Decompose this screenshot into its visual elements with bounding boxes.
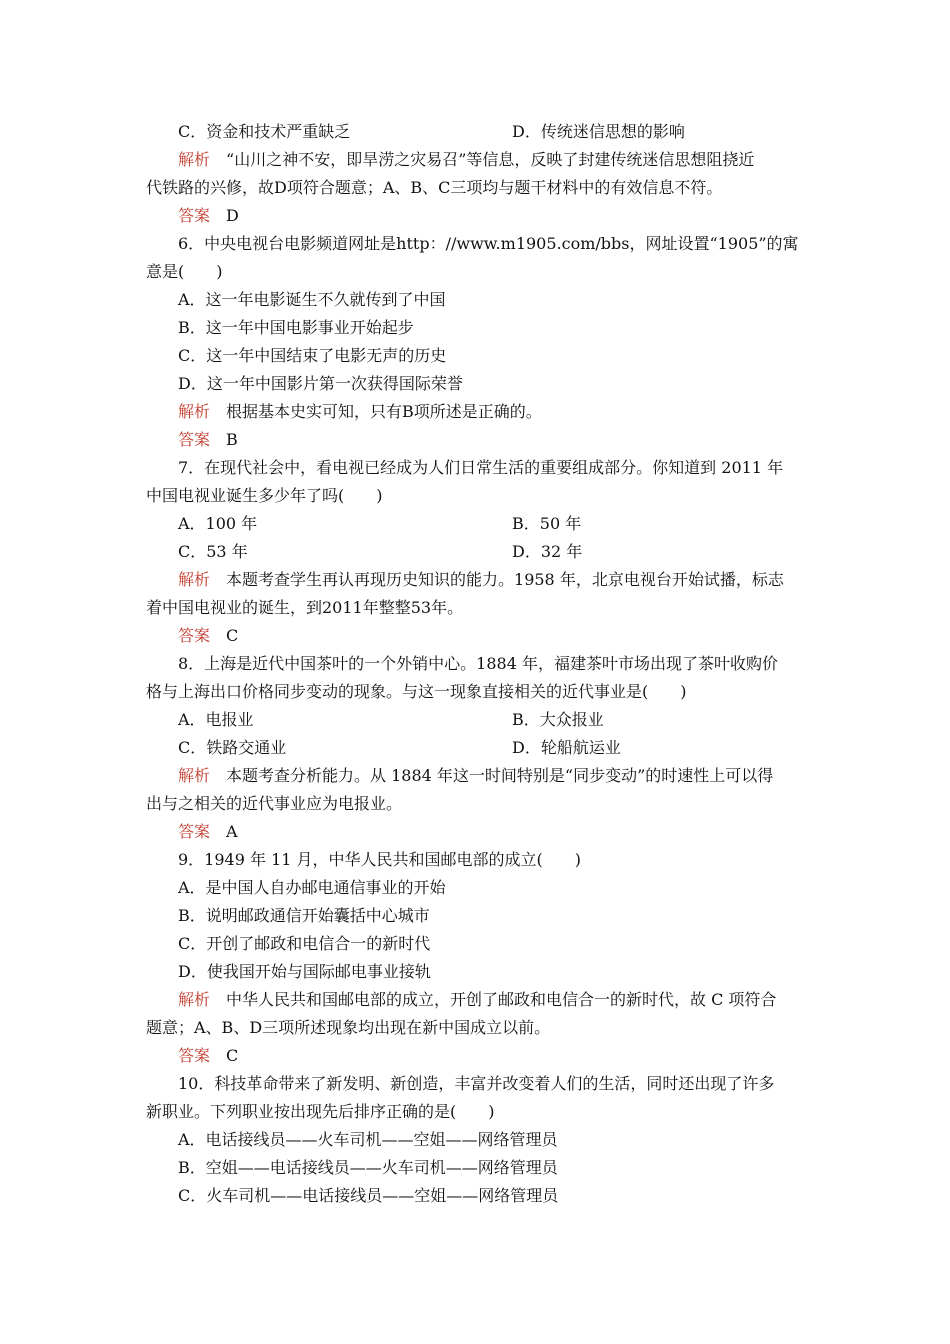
answer-label: 答案 <box>178 430 211 449</box>
answer-label: 答案 <box>178 626 211 645</box>
q6-analysis <box>178 401 804 423</box>
analysis-label: 解析 <box>178 570 211 589</box>
q6-answer <box>178 429 804 451</box>
q9-answer-value: C <box>226 1046 239 1065</box>
q8-stem-line-2: 格与上海出口价格同步变动的现象。与这一现象直接相关的近代事业是( ) <box>146 682 687 701</box>
q5-analysis-line-1: “山川之神不安，即旱涝之灾易召”等信息，反映了封建传统迷信思想阻挠近 <box>226 150 755 169</box>
q6-stem-line-1: 6．中央电视台电影频道网址是http：//www.m1905.com/bbs，网址设置“1905”的寓 <box>178 234 799 253</box>
q7-stem-line-1: 7．在现代社会中，看电视已经成为人们日常生活的重要组成部分。你知道到 2011 年 <box>178 458 784 477</box>
answer-label: 答案 <box>178 206 211 225</box>
q8-option-b: B．大众报业 <box>512 710 604 729</box>
q8-analysis-line-2: 出与之相关的近代事业应为电报业。 <box>146 794 403 813</box>
q5-answer <box>178 205 804 227</box>
q7-analysis-line-2: 着中国电视业的诞生，到2011年整整53年。 <box>146 598 464 617</box>
q6-option-b: B．这一年中国电影事业开始起步 <box>178 318 414 337</box>
q8-option-row-2 <box>178 737 804 759</box>
q8-analysis <box>178 765 804 787</box>
q7-stem-line-2: 中国电视业诞生多少年了吗( ) <box>146 486 383 505</box>
analysis-label: 解析 <box>178 990 211 1009</box>
analysis-label: 解析 <box>178 766 211 785</box>
q7-option-row-1 <box>178 513 804 535</box>
q7-option-d: D．32 年 <box>512 542 583 561</box>
answer-label: 答案 <box>178 822 211 841</box>
q7-analysis <box>178 569 804 591</box>
q7-analysis-line-1: 本题考查学生再认再现历史知识的能力。1958 年，北京电视台开始试播，标志 <box>226 570 784 589</box>
q5-option-d: D．传统迷信思想的影响 <box>512 122 685 141</box>
q6-option-c: C．这一年中国结束了电影无声的历史 <box>178 346 447 365</box>
q7-option-a: A．100 年 <box>178 514 258 533</box>
q8-option-d: D．轮船航运业 <box>512 738 621 757</box>
q6-option-a: A．这一年电影诞生不久就传到了中国 <box>178 290 446 309</box>
q7-option-row-2 <box>178 541 804 563</box>
q7-option-b: B．50 年 <box>512 514 582 533</box>
q10-option-a: A．电话接线员——火车司机——空姐——网络管理员 <box>178 1130 558 1149</box>
q7-answer-value: C <box>226 626 239 645</box>
q6-option-d: D．这一年中国影片第一次获得国际荣誉 <box>178 374 463 393</box>
q9-analysis-line-1: 中华人民共和国邮电部的成立，开创了邮政和电信合一的新时代，故 C 项符合 <box>226 990 777 1009</box>
q7-option-c: C．53 年 <box>178 542 248 561</box>
q9-option-d: D．使我国开始与国际邮电事业接轨 <box>178 962 431 981</box>
q5-analysis-line-2: 代铁路的兴修，故D项符合题意；A、B、C三项均与题干材料中的有效信息不符。 <box>146 178 723 197</box>
q10-stem-line-2: 新职业。下列职业按出现先后排序正确的是( ) <box>146 1102 495 1121</box>
q10-option-c: C．火车司机——电话接线员——空姐——网络管理员 <box>178 1186 559 1205</box>
q5-answer-value: D <box>226 206 239 225</box>
q8-answer <box>178 821 804 843</box>
answer-label: 答案 <box>178 1046 211 1065</box>
q8-answer-value: A <box>226 822 238 841</box>
q9-analysis-line-2: 题意；A、B、D三项所述现象均出现在新中国成立以前。 <box>146 1018 551 1037</box>
q6-stem-line-2: 意是( ) <box>146 262 223 281</box>
q5-option-row <box>178 121 804 143</box>
q9-option-b: B．说明邮政通信开始囊括中心城市 <box>178 906 430 925</box>
analysis-label: 解析 <box>178 150 211 169</box>
q9-answer <box>178 1045 804 1067</box>
q8-option-c: C．铁路交通业 <box>178 738 287 757</box>
q10-option-b: B．空姐——电话接线员——火车司机——网络管理员 <box>178 1158 558 1177</box>
q8-option-a: A．电报业 <box>178 710 254 729</box>
q6-answer-value: B <box>226 430 238 449</box>
analysis-label: 解析 <box>178 402 211 421</box>
q10-stem-line-1: 10．科技革命带来了新发明、新创造，丰富并改变着人们的生活，同时还出现了许多 <box>178 1074 775 1093</box>
q6-analysis-line-1: 根据基本史实可知，只有B项所述是正确的。 <box>226 402 542 421</box>
q8-analysis-line-1: 本题考查分析能力。从 1884 年这一时间特别是“同步变动”的时速性上可以得 <box>226 766 774 785</box>
q8-option-row-1 <box>178 709 804 731</box>
q9-stem-line-1: 9．1949 年 11 月，中华人民共和国邮电部的成立( ) <box>178 850 582 869</box>
q7-answer <box>178 625 804 647</box>
q9-analysis <box>178 989 804 1011</box>
q9-option-c: C．开创了邮政和电信合一的新时代 <box>178 934 431 953</box>
q5-option-c: C．资金和技术严重缺乏 <box>178 122 351 141</box>
q9-option-a: A．是中国人自办邮电通信事业的开始 <box>178 878 446 897</box>
q5-analysis <box>178 149 804 171</box>
q8-stem-line-1: 8．上海是近代中国茶叶的一个外销中心。1884 年，福建茶叶市场出现了茶叶收购价 <box>178 654 778 673</box>
